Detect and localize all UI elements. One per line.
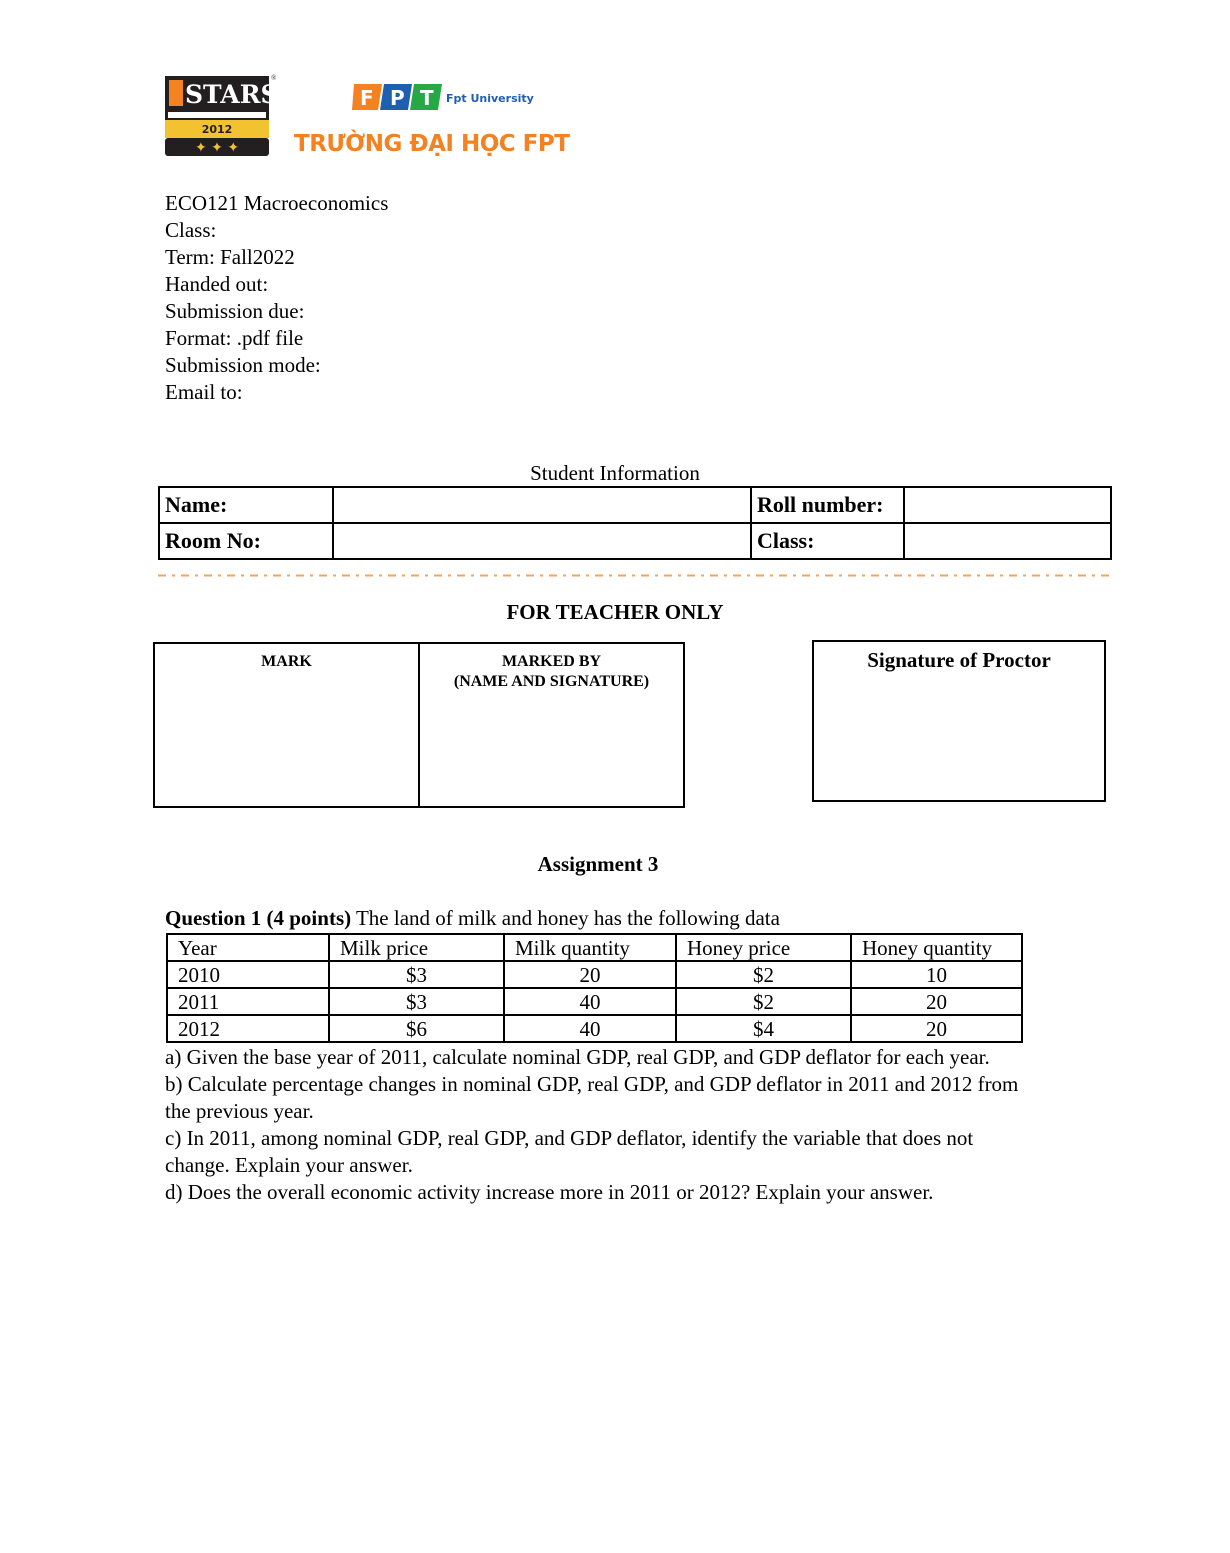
name-label: Name: bbox=[159, 487, 333, 523]
marked-by-sublabel: (NAME AND SIGNATURE) bbox=[453, 673, 650, 690]
table-cell: $3 bbox=[329, 961, 504, 988]
question-1-heading: Question 1 (4 points) bbox=[165, 906, 352, 930]
table-cell: 2011 bbox=[167, 988, 329, 1015]
table-cell: $2 bbox=[676, 961, 851, 988]
roll-number-field[interactable] bbox=[904, 487, 1111, 523]
svg-text:STARS: STARS bbox=[185, 80, 279, 109]
table-row bbox=[167, 988, 1022, 1015]
table-cell: $3 bbox=[329, 988, 504, 1015]
column-header: Milk quantity bbox=[504, 934, 676, 961]
table-cell: $2 bbox=[676, 988, 851, 1015]
question-1-prompt bbox=[165, 906, 780, 931]
table-cell: 40 bbox=[504, 1015, 676, 1042]
mark-cell[interactable] bbox=[154, 643, 419, 807]
marking-table bbox=[153, 642, 685, 808]
course-line: ECO121 Macroeconomics bbox=[165, 191, 389, 215]
column-header: Milk price bbox=[329, 934, 504, 961]
table-row bbox=[167, 961, 1022, 988]
submission-due-line: Submission due: bbox=[165, 299, 305, 323]
proctor-signature-label: Signature of Proctor bbox=[867, 648, 1051, 672]
for-teacher-only-title: FOR TEACHER ONLY bbox=[506, 600, 724, 624]
term-line: Term: Fall2022 bbox=[165, 245, 295, 269]
table-cell: 20 bbox=[851, 1015, 1022, 1042]
table-cell: 20 bbox=[851, 988, 1022, 1015]
format-line: Format: .pdf file bbox=[165, 326, 304, 350]
dashed-divider bbox=[158, 574, 1112, 577]
fpt-university-logo bbox=[352, 80, 534, 114]
handed-out-line: Handed out: bbox=[165, 272, 269, 296]
table-cell: 2012 bbox=[167, 1015, 329, 1042]
assignment-header-info bbox=[165, 190, 388, 406]
column-header: Honey quantity bbox=[851, 934, 1022, 961]
submission-mode-line: Submission mode: bbox=[165, 353, 321, 377]
name-field[interactable] bbox=[333, 487, 751, 523]
column-header: Honey price bbox=[676, 934, 851, 961]
proctor-signature-box[interactable] bbox=[812, 640, 1106, 802]
svg-text:2012: 2012 bbox=[201, 123, 233, 136]
svg-text:F: F bbox=[360, 86, 374, 110]
student-info-table bbox=[158, 486, 1112, 560]
question-part-d: d) Does the overall economic activity increase more in 2011 or 2012? Explain your answer. bbox=[165, 1180, 934, 1204]
svg-text:®: ® bbox=[271, 74, 277, 82]
svg-text:P: P bbox=[390, 86, 405, 110]
roll-number-label: Roll number: bbox=[751, 487, 904, 523]
table-header-row bbox=[167, 934, 1022, 961]
room-no-field[interactable] bbox=[333, 523, 751, 559]
email-line: Email to: bbox=[165, 380, 243, 404]
marked-by-cell[interactable] bbox=[419, 643, 684, 807]
question-1-parts bbox=[165, 1044, 1035, 1206]
school-name: TRƯỜNG ĐẠI HỌC FPT bbox=[294, 131, 570, 157]
question-part-a: a) Given the base year of 2011, calculate nominal GDP, real GDP, and GDP deflator for each year. bbox=[165, 1045, 990, 1069]
question-1-text: The land of milk and honey has the following data bbox=[351, 906, 780, 930]
student-info-title: Student Information bbox=[530, 461, 700, 485]
column-header: Year bbox=[167, 934, 329, 961]
room-no-label: Room No: bbox=[159, 523, 333, 559]
assignment-title: Assignment 3 bbox=[537, 852, 659, 876]
svg-text:Fpt University: Fpt University bbox=[446, 92, 534, 105]
question-part-b: b) Calculate percentage changes in nominal GDP, real GDP, and GDP deflator in 2011 and 2012 from the previous year. bbox=[165, 1072, 1019, 1123]
table-cell: 2010 bbox=[167, 961, 329, 988]
table-cell: $6 bbox=[329, 1015, 504, 1042]
table-cell: 20 bbox=[504, 961, 676, 988]
table-row bbox=[167, 1015, 1022, 1042]
question-part-c: c) In 2011, among nominal GDP, real GDP, and GDP deflator, identify the variable that does not change. Explain your answer. bbox=[165, 1126, 974, 1177]
class-field[interactable] bbox=[904, 523, 1111, 559]
class-label: Class: bbox=[751, 523, 904, 559]
class-line: Class: bbox=[165, 218, 217, 242]
table-cell: $4 bbox=[676, 1015, 851, 1042]
table-cell: 10 bbox=[851, 961, 1022, 988]
svg-text:✦ ✦ ✦: ✦ ✦ ✦ bbox=[194, 140, 240, 156]
mark-label: MARK bbox=[261, 653, 312, 670]
marked-by-label: MARKED BY bbox=[501, 653, 602, 670]
stars-rating-logo bbox=[165, 74, 279, 158]
table-cell: 40 bbox=[504, 988, 676, 1015]
svg-text:T: T bbox=[420, 86, 434, 110]
milk-honey-data-table bbox=[166, 933, 1023, 1043]
